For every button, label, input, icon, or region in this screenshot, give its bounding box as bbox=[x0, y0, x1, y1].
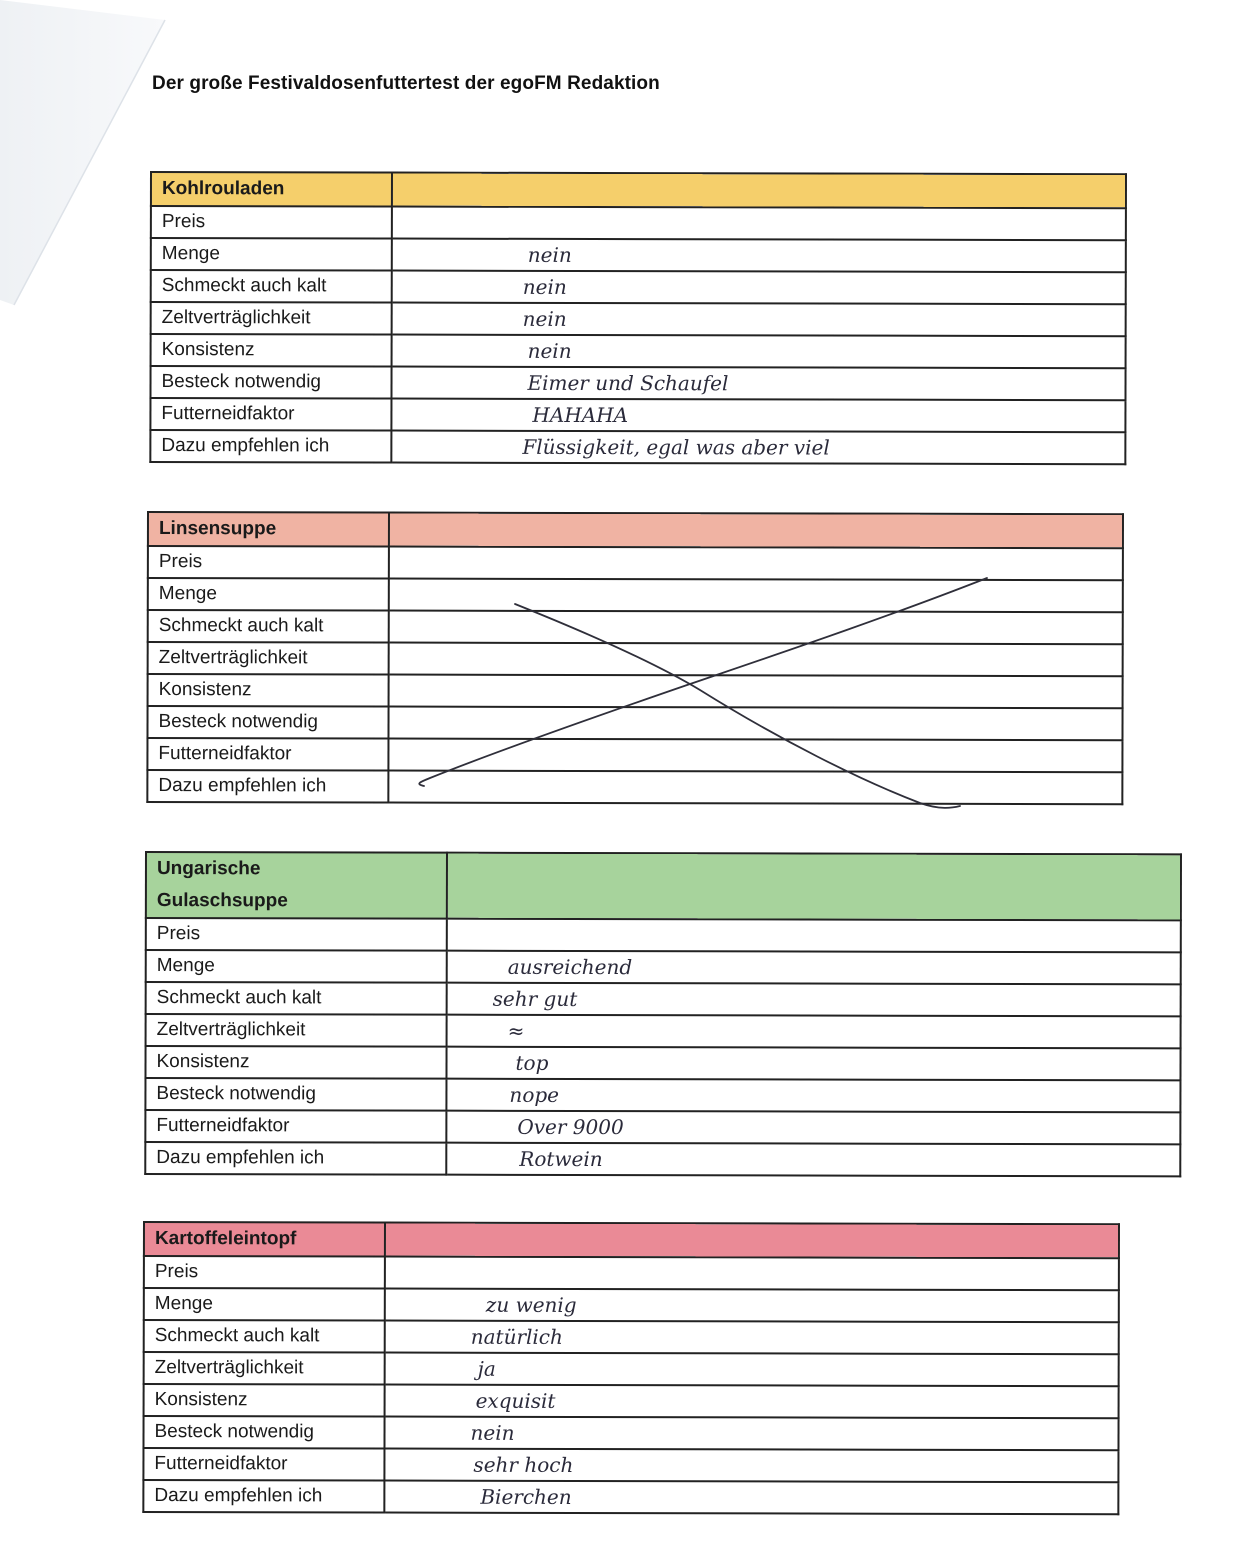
row-value bbox=[446, 1079, 1180, 1113]
row-label: Besteck notwendig bbox=[145, 1078, 446, 1111]
table-row bbox=[145, 1110, 1180, 1144]
row-label: Futterneidfaktor bbox=[145, 1110, 446, 1143]
handwritten-value: ausreichend bbox=[507, 954, 633, 980]
row-value bbox=[385, 1257, 1119, 1291]
tasting-table-kohlrouladen bbox=[149, 171, 1127, 465]
tasting-table-linsensuppe bbox=[146, 511, 1124, 805]
row-label: Preis bbox=[151, 206, 392, 239]
row-label: Konsistenz bbox=[145, 1046, 446, 1079]
row-value bbox=[385, 1385, 1119, 1419]
table-row bbox=[143, 1448, 1118, 1482]
row-value bbox=[389, 579, 1123, 613]
table-row bbox=[151, 206, 1126, 240]
row-label: Menge bbox=[148, 578, 389, 611]
table-row bbox=[150, 398, 1125, 432]
row-value bbox=[392, 207, 1126, 241]
table-row bbox=[147, 738, 1122, 772]
handwritten-value: ja bbox=[477, 1356, 496, 1381]
row-label: Dazu empfehlen ich bbox=[147, 770, 388, 803]
row-label: Dazu empfehlen ich bbox=[150, 430, 391, 463]
table-row bbox=[145, 1142, 1180, 1176]
row-value bbox=[389, 675, 1123, 709]
table-row bbox=[147, 770, 1122, 804]
row-value bbox=[447, 983, 1181, 1017]
table-row bbox=[146, 918, 1181, 952]
table-row bbox=[150, 430, 1125, 464]
table-row bbox=[146, 982, 1181, 1016]
table-row bbox=[144, 1352, 1119, 1386]
handwritten-value: HAHAHA bbox=[532, 402, 629, 428]
row-label: Besteck notwendig bbox=[150, 366, 391, 399]
handwritten-value: Bierchen bbox=[480, 1484, 572, 1509]
row-value bbox=[392, 303, 1126, 337]
handwritten-value: sehr hoch bbox=[473, 1452, 574, 1477]
row-value bbox=[447, 951, 1181, 985]
table-header-empty bbox=[447, 853, 1181, 921]
row-value bbox=[385, 1289, 1119, 1323]
row-label: Konsistenz bbox=[148, 674, 389, 707]
table-header-row bbox=[144, 1222, 1119, 1258]
row-value bbox=[388, 771, 1122, 805]
row-label: Besteck notwendig bbox=[147, 706, 388, 739]
row-label: Schmeckt auch kalt bbox=[146, 982, 447, 1015]
table-row bbox=[143, 1480, 1118, 1514]
row-value bbox=[446, 1111, 1180, 1145]
handwritten-value: nope bbox=[509, 1082, 560, 1107]
handwritten-value: nein bbox=[527, 242, 572, 267]
table-row bbox=[147, 706, 1122, 740]
row-label: Menge bbox=[151, 238, 392, 271]
row-label: Zeltverträglichkeit bbox=[151, 302, 392, 335]
row-value bbox=[391, 399, 1125, 433]
table-header-empty bbox=[385, 1223, 1119, 1259]
handwritten-value: ≈ bbox=[507, 1018, 525, 1043]
row-value bbox=[385, 1353, 1119, 1387]
table-title: Kohlrouladen bbox=[151, 172, 392, 207]
handwritten-value: sehr gut bbox=[492, 986, 578, 1011]
handwritten-value: Over 9000 bbox=[517, 1114, 624, 1140]
table-row bbox=[145, 1046, 1180, 1080]
table-row bbox=[145, 1078, 1180, 1112]
table-title: Linsensuppe bbox=[148, 512, 389, 547]
row-value bbox=[389, 547, 1123, 581]
handwritten-value: Eimer und Schaufel bbox=[527, 370, 729, 396]
row-label: Konsistenz bbox=[151, 334, 392, 367]
table-row bbox=[151, 238, 1126, 272]
table-row bbox=[148, 546, 1123, 580]
row-value bbox=[384, 1417, 1118, 1451]
row-label: Dazu empfehlen ich bbox=[145, 1142, 446, 1175]
row-value bbox=[388, 739, 1122, 773]
handwritten-value: exquisit bbox=[475, 1388, 556, 1413]
table-header-row bbox=[148, 512, 1123, 548]
row-label: Zeltverträglichkeit bbox=[144, 1352, 385, 1385]
row-value bbox=[446, 1143, 1180, 1177]
row-value bbox=[385, 1321, 1119, 1355]
table-header-empty bbox=[392, 173, 1126, 209]
handwritten-value: nein bbox=[527, 338, 572, 363]
row-label: Menge bbox=[146, 950, 447, 983]
table-row bbox=[143, 1416, 1118, 1450]
table-row bbox=[144, 1288, 1119, 1322]
row-label: Zeltverträglichkeit bbox=[148, 642, 389, 675]
handwritten-value: nein bbox=[522, 306, 567, 331]
handwritten-value: Flüssigkeit, egal was aber viel bbox=[522, 434, 830, 460]
row-value bbox=[389, 611, 1123, 645]
table-title: Ungarische Gulaschsuppe bbox=[146, 852, 447, 919]
row-value bbox=[389, 643, 1123, 677]
handwritten-value: zu wenig bbox=[485, 1292, 577, 1317]
row-label: Zeltverträglichkeit bbox=[146, 1014, 447, 1047]
table-row bbox=[146, 950, 1181, 984]
row-value bbox=[446, 1047, 1180, 1081]
row-label: Schmeckt auch kalt bbox=[144, 1320, 385, 1353]
table-row bbox=[148, 610, 1123, 644]
table-header-row bbox=[151, 172, 1126, 208]
table-row bbox=[151, 270, 1126, 304]
row-label: Preis bbox=[148, 546, 389, 579]
row-value bbox=[392, 271, 1126, 305]
row-value bbox=[391, 367, 1125, 401]
row-value bbox=[392, 239, 1126, 273]
row-value bbox=[388, 707, 1122, 741]
row-label: Schmeckt auch kalt bbox=[148, 610, 389, 643]
row-label: Besteck notwendig bbox=[143, 1416, 384, 1449]
row-value bbox=[384, 1449, 1118, 1483]
table-header-empty bbox=[389, 513, 1123, 549]
row-label: Preis bbox=[144, 1256, 385, 1289]
table-row bbox=[148, 674, 1123, 708]
table-row bbox=[144, 1256, 1119, 1290]
handwritten-value: top bbox=[515, 1050, 549, 1075]
row-label: Preis bbox=[146, 918, 447, 951]
row-value bbox=[391, 431, 1125, 465]
row-label: Futterneidfaktor bbox=[147, 738, 388, 771]
handwritten-value: natürlich bbox=[470, 1324, 563, 1349]
row-value bbox=[447, 1015, 1181, 1049]
table-title: Kartoffeleintopf bbox=[144, 1222, 385, 1257]
tasting-table-gulaschsuppe bbox=[144, 851, 1182, 1177]
row-label: Menge bbox=[144, 1288, 385, 1321]
table-row bbox=[151, 334, 1126, 368]
tasting-table-kartoffeleintopf bbox=[142, 1221, 1120, 1515]
row-label: Futterneidfaktor bbox=[150, 398, 391, 431]
table-row bbox=[144, 1320, 1119, 1354]
handwritten-value: nein bbox=[522, 274, 567, 299]
table-row bbox=[148, 578, 1123, 612]
row-label: Dazu empfehlen ich bbox=[143, 1480, 384, 1513]
table-row bbox=[151, 302, 1126, 336]
row-value bbox=[392, 335, 1126, 369]
handwritten-value: Rotwein bbox=[519, 1146, 603, 1172]
table-header-row bbox=[146, 852, 1181, 920]
table-row bbox=[144, 1384, 1119, 1418]
table-row bbox=[148, 642, 1123, 676]
page-title: Der große Festivaldosenfuttertest der egoFM Redaktion bbox=[152, 73, 660, 94]
table-row bbox=[150, 366, 1125, 400]
row-label: Schmeckt auch kalt bbox=[151, 270, 392, 303]
handwritten-value: nein bbox=[470, 1420, 515, 1445]
row-value bbox=[384, 1481, 1118, 1515]
row-value bbox=[447, 919, 1181, 953]
table-row bbox=[146, 1014, 1181, 1048]
row-label: Konsistenz bbox=[144, 1384, 385, 1417]
row-label: Futterneidfaktor bbox=[143, 1448, 384, 1481]
